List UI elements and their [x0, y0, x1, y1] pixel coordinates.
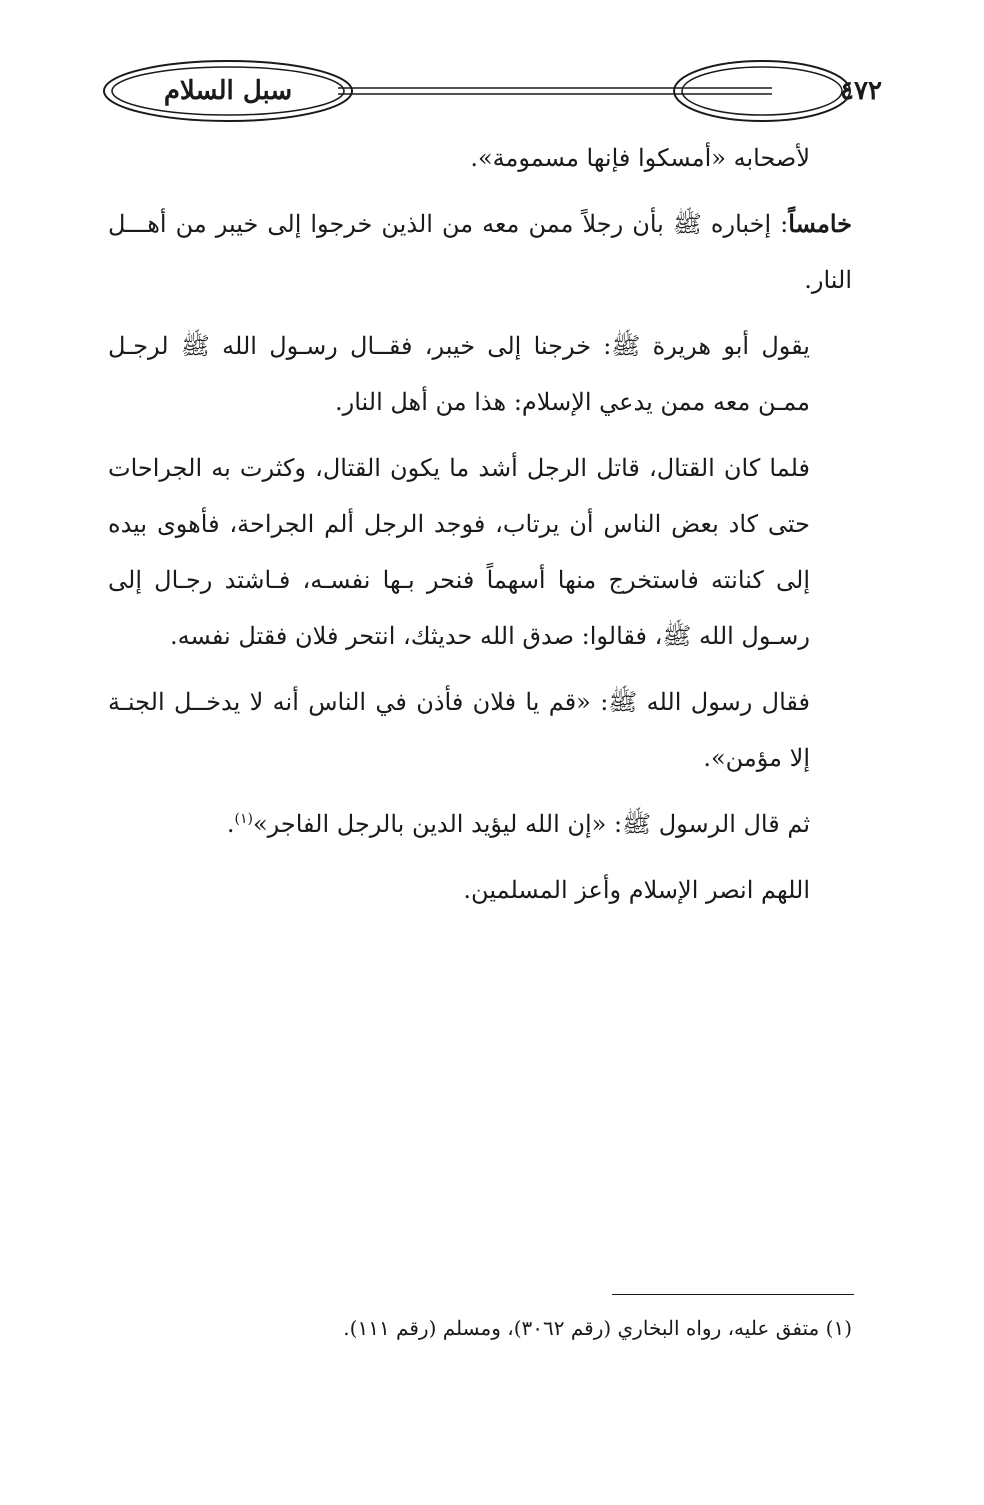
paragraph-3 — [108, 318, 852, 430]
paragraph-text: لأصحابه «أمسكوا فإنها مسمومة». — [470, 144, 810, 172]
paragraph-4 — [108, 440, 852, 664]
paragraph-text: يقول أبو هريرة ﷺ: خرجنا إلى خيبر، فقــال رسـول الله ﷺ لرجـل ممـن معه ممن يدعي الإسلام: هذا من أهل النار. — [108, 332, 810, 416]
paragraph-end: . — [226, 810, 235, 838]
paragraph-6 — [108, 796, 852, 852]
book-title: سبل السلام — [163, 76, 293, 106]
page-header — [100, 52, 882, 132]
paragraph-text: فلما كان القتال، قاتل الرجل أشد ما يكون القتال، وكثرت به الجراحات حتى كاد بعض الناس أن يرتاب، فوجد الرجل ألم الجراحة، فأهوى بيده إلى كنانته فاستخرج منها أسهماً فنحر بـها نفسـه، فـاشتد رجـال إلى رسـول الله ﷺ، فقالوا: صدق الله حديثك، انتحر فلان فقتل نفسه. — [108, 454, 810, 650]
paragraph-text: ثم قال الرسول ﷺ: «إن الله ليؤيد الدين بالرجل الفاجر» — [252, 810, 810, 838]
footnote-divider — [612, 1294, 854, 1295]
footnote: (١) متفق عليه، رواه البخاري (رقم ٣٠٦٢)، ومسلم (رقم ١١١). — [343, 1316, 852, 1340]
paragraph-2 — [108, 196, 852, 308]
page-number: ٤٧٢ — [840, 76, 882, 106]
paragraph-1 — [108, 130, 852, 186]
paragraph-text: : إخباره ﷺ بأن رجلاً ممن معه من الذين خرجوا إلى خيبر من أهـــل النار. — [108, 210, 852, 294]
paragraph-5 — [108, 674, 852, 786]
footnote-reference[interactable]: (١) — [234, 811, 253, 827]
paragraph-text: فقال رسول الله ﷺ: «قم يا فلان فأذن في الناس أنه لا يدخــل الجنـة إلا مؤمن». — [108, 688, 810, 772]
paragraph-label: خامساً — [788, 209, 852, 238]
paragraph-7 — [108, 862, 852, 918]
page-body — [108, 130, 852, 928]
paragraph-text: اللهم انصر الإسلام وأعز المسلمين. — [463, 876, 810, 904]
